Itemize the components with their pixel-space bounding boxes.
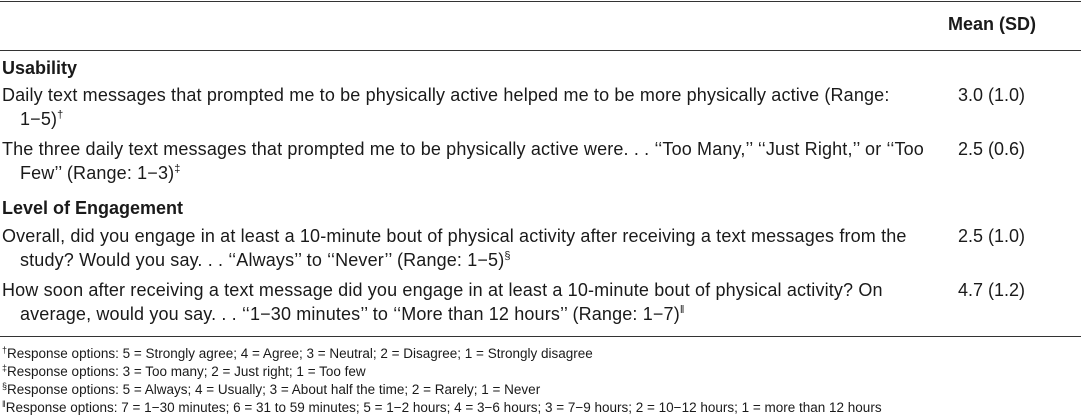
footnote [2, 346, 593, 362]
footnote-mark: ‖ [679, 304, 685, 316]
table-row [2, 137, 932, 185]
column-header-mean-sd: Mean (SD) [948, 14, 1037, 34]
footnote-text: Response options: 3 = Too many; 2 = Just right; 1 = Too few [7, 364, 366, 379]
item-text: The three daily text messages that prompted me to be physically active were. . . ‘‘Too Many,’’ ‘‘Just Right,’’ or ‘‘Too Few’’ (Range: 1−3) [2, 139, 924, 183]
mean-sd-value: 2.5 (0.6) [958, 139, 1026, 159]
top-rule [0, 1, 1081, 2]
bottom-rule [0, 336, 1081, 337]
footnote-text: Response options: 7 = 1−30 minutes; 6 = 31 to 59 minutes; 5 = 1−2 hours; 4 = 3−6 hours; 3 = 7−9 hours; 2 = 10−12 hours; 1 = more than 12 hours [5, 400, 882, 415]
table-row [2, 224, 932, 272]
mean-sd-value: 2.5 (1.0) [958, 226, 1026, 246]
footnote [2, 400, 882, 416]
item-text: Overall, did you engage in at least a 10-minute bout of physical activity after receiving a text messages from the study? Would you say. . . ‘‘Always’’ to ‘‘Never’’ (Range: 1−5) [2, 226, 907, 270]
section-title-level-of-engagement: Level of Engagement [2, 198, 184, 218]
table-row [2, 278, 932, 326]
header-rule [0, 50, 1081, 51]
item-text: Daily text messages that prompted me to be physically active helped me to be more physically active (Range: 1−5) [2, 85, 890, 129]
table-row [2, 83, 932, 131]
item-text: How soon after receiving a text message did you engage in at least a 10-minute bout of physical activity? On average, would you say. . . ‘‘1−30 minutes’’ to ‘‘More than 12 hours’’ (Range: 1−7) [2, 280, 883, 324]
section-title-usability: Usability [2, 58, 78, 78]
mean-sd-value: 4.7 (1.2) [958, 280, 1026, 300]
footnote-mark: § [2, 381, 8, 391]
footnote-mark: ‖ [2, 399, 6, 409]
footnote-mark: † [57, 109, 64, 121]
footnote-mark: † [2, 345, 8, 355]
footnote-text: Response options: 5 = Strongly agree; 4 = Agree; 3 = Neutral; 2 = Disagree; 1 = Strongly disagree [7, 346, 593, 361]
footnote-mark: ‡ [174, 163, 181, 175]
footnote-mark: ‡ [2, 363, 8, 373]
mean-sd-value: 3.0 (1.0) [958, 85, 1026, 105]
footnote-mark: § [504, 250, 511, 262]
footnote [2, 364, 366, 380]
footnote-text: Response options: 5 = Always; 4 = Usually; 3 = About half the time; 2 = Rarely; 1 = Never [7, 382, 541, 397]
footnote [2, 382, 540, 398]
